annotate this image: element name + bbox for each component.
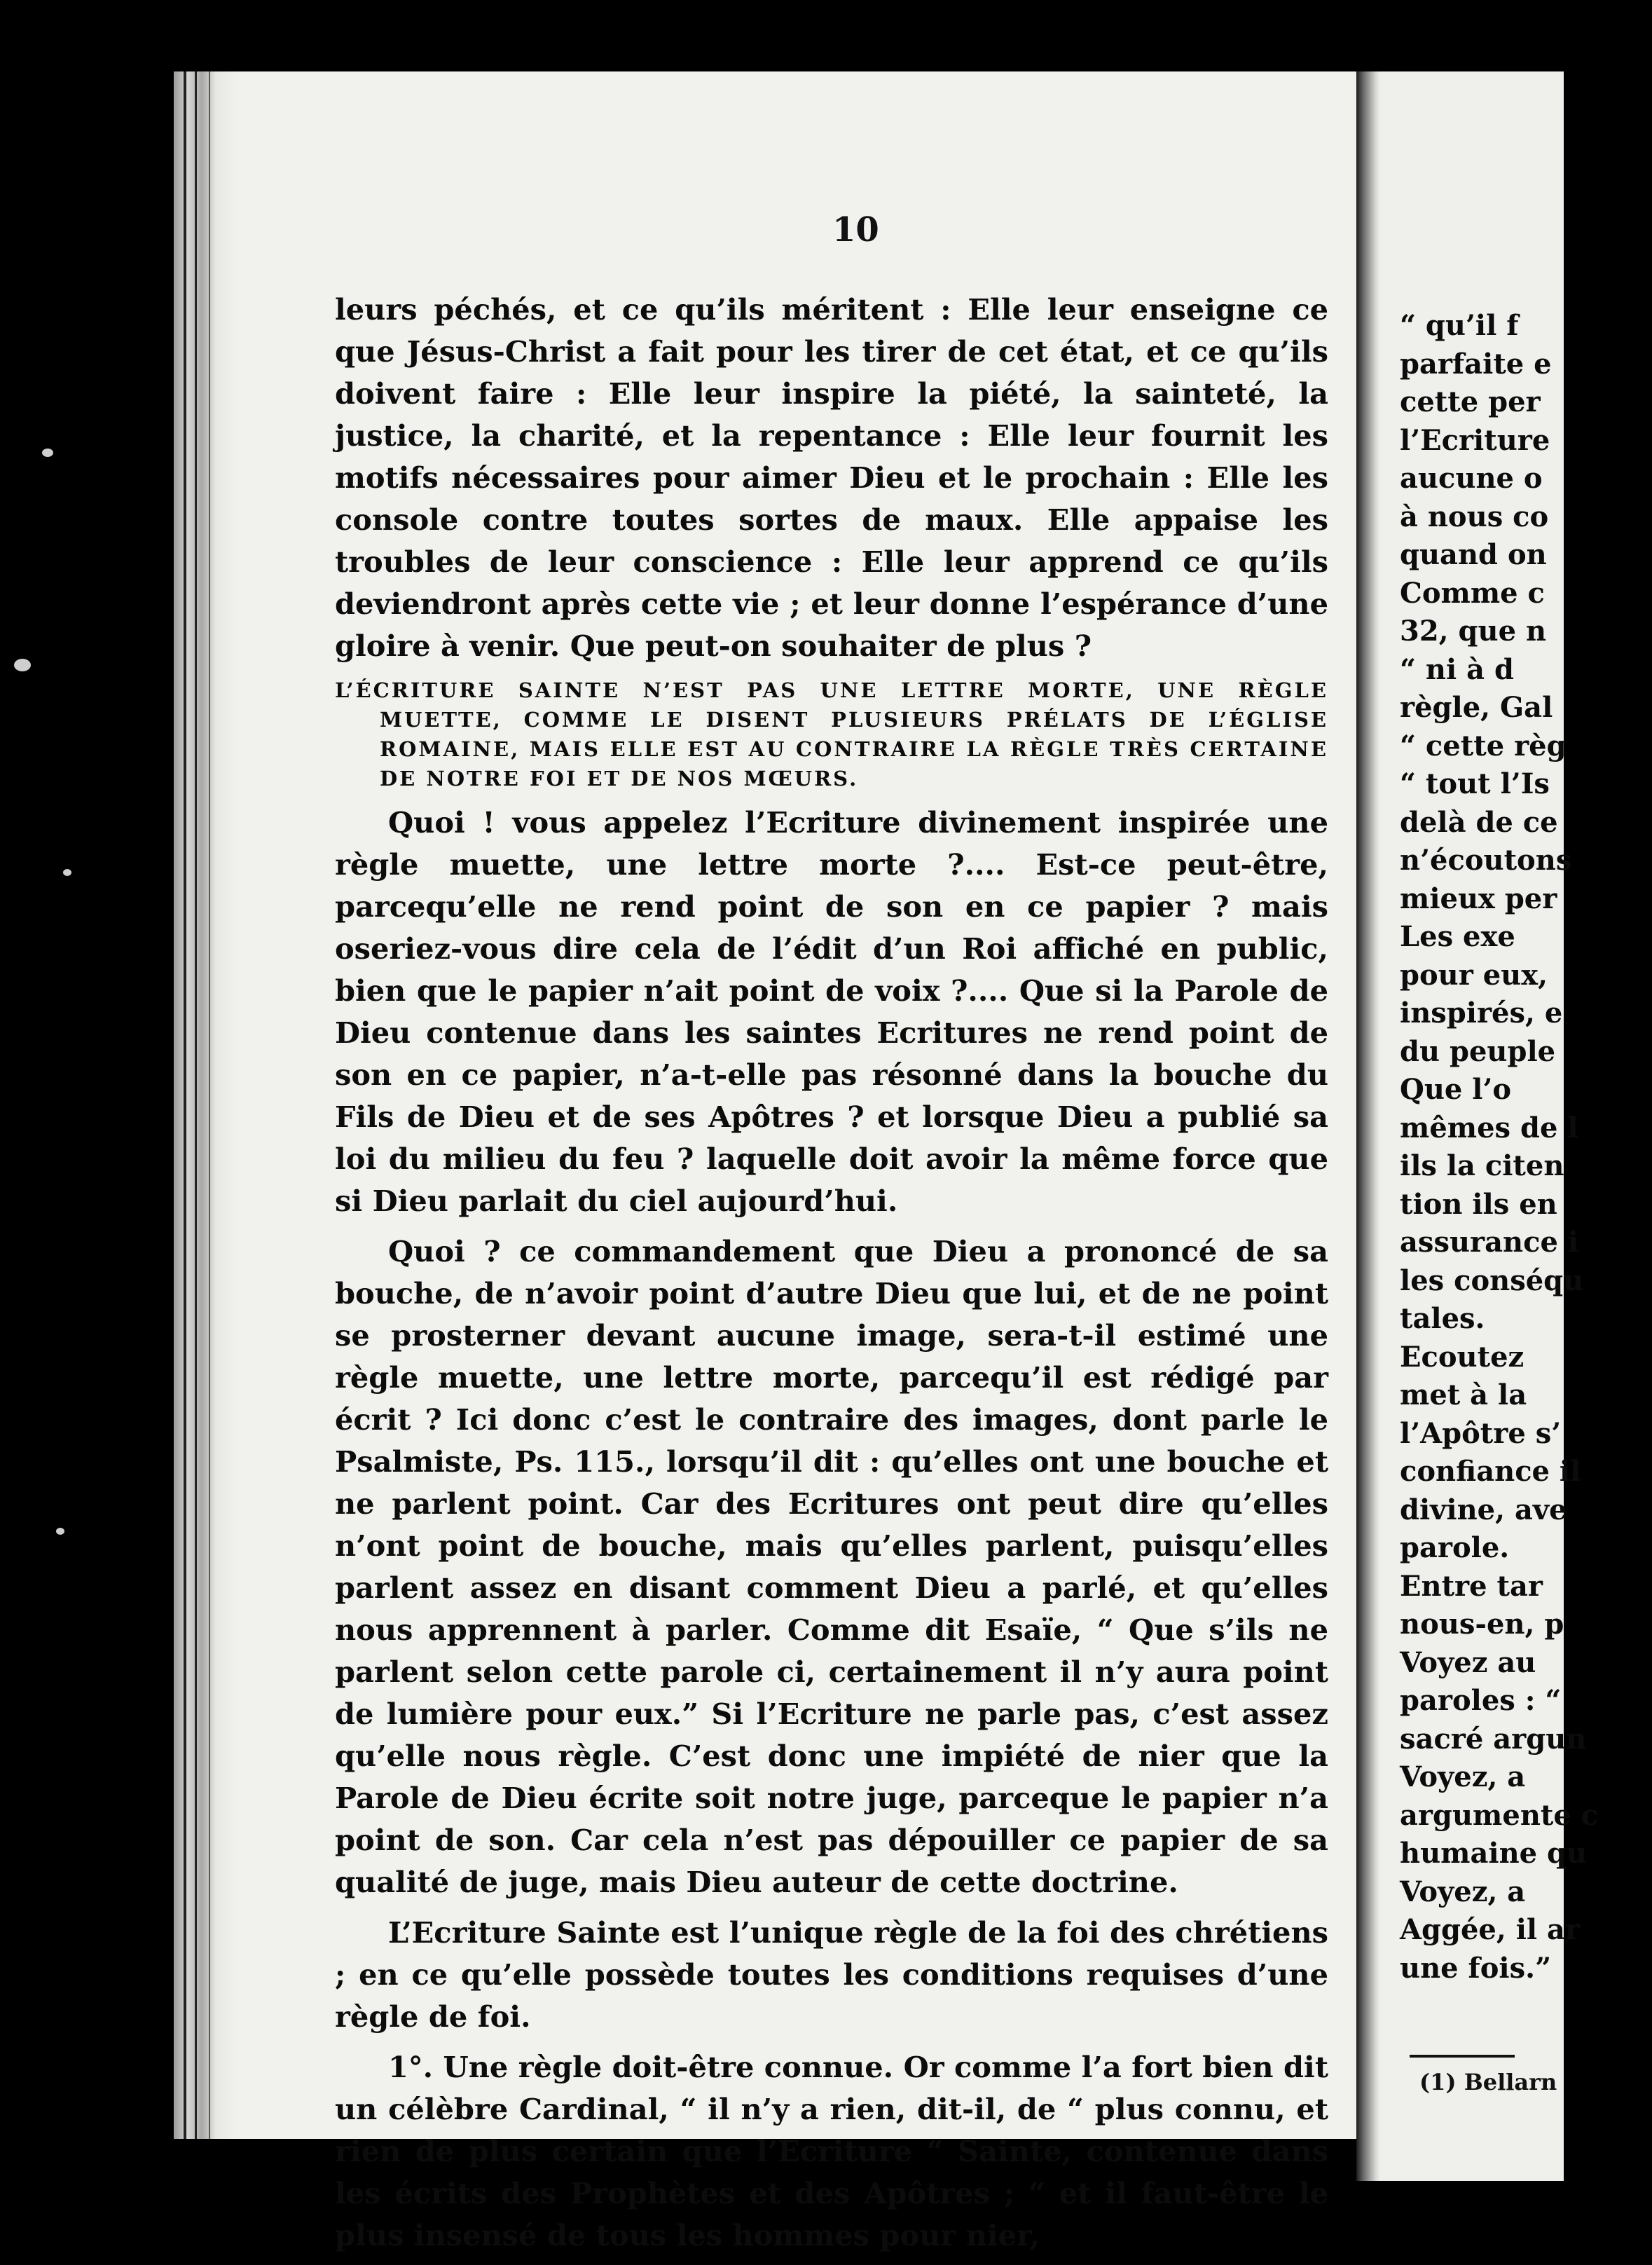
adjacent-page-line: confiance il	[1400, 1455, 1581, 1488]
adjacent-page-line: sacré argun	[1400, 1722, 1587, 1756]
adjacent-page-line: met à la	[1400, 1378, 1527, 1411]
adjacent-page-line: Voyez au	[1400, 1645, 1536, 1679]
binding-line	[184, 71, 186, 2139]
page-number: 10	[832, 210, 879, 249]
scan-speck	[63, 869, 71, 876]
adjacent-page-line: Ecoutez	[1400, 1340, 1524, 1374]
adjacent-page-line: “ cette règ	[1400, 729, 1567, 762]
binding-line	[209, 71, 210, 2139]
adjacent-page-line: paroles : “	[1400, 1684, 1562, 1717]
adjacent-page-line: du peuple	[1400, 1034, 1556, 1068]
adjacent-page-line: Que l’o	[1400, 1073, 1512, 1106]
adjacent-page-line: Entre tar	[1400, 1569, 1543, 1603]
adjacent-page-line: ils la citen	[1400, 1149, 1564, 1182]
adjacent-page-line: parfaite e	[1400, 347, 1552, 381]
adjacent-page-line: aucune o	[1400, 462, 1543, 495]
adjacent-page-line: “ tout l’Is	[1400, 767, 1550, 800]
scan-speck	[42, 449, 53, 457]
adjacent-page-line: une fois.”	[1400, 1951, 1552, 1985]
adjacent-page-line: l’Ecriture	[1400, 423, 1550, 457]
footnote: (1) Bellarn	[1419, 2069, 1557, 2095]
adjacent-page-line: parole.	[1400, 1531, 1510, 1564]
adjacent-page-line: cette per	[1400, 385, 1541, 418]
footnote-rule	[1410, 2055, 1515, 2058]
paragraph: Quoi ? ce commandement que Dieu a prononcé de sa bouche, de n’avoir point d’autre Dieu que lui, et de ne point se prosterner devant aucune image, sera-t-il estimé une règle muette, une lettre morte, parcequ’il est rédigé par écrit ? Ici donc c’est le contraire des images, dont parle le Psalmiste, Ps. 115., lorsqu’il dit : qu’elles ont une bouche et ne parlent point. Car des Ecritures ont peut dire qu’elles n’ont point de bouche, mais qu’elles parlent, puisqu’elles parlent assez en disant comment Dieu a parlé, et qu’elles nous apprennent à parler. Comme dit Esaïe, “ Que s’ils ne parlent selon cette parole ci, certainement il n’y aura point de lumière pour eux.” Si l’Ecriture ne parle pas, c’est assez qu’elle nous règle. C’est donc une impiété de nier que la Parole de Dieu écrite soit notre juge, parceque le papier n’a point de son. Car cela n’est pas dépouiller ce papier de sa qualité de juge, mais Dieu auteur de cette doctrine.	[335, 1234, 1328, 1899]
scan-speck	[56, 1528, 64, 1535]
adjacent-page-line: humaine qu	[1400, 1837, 1588, 1870]
adjacent-page-line: nous-en, p	[1400, 1608, 1564, 1641]
adjacent-page-line: les conséqu	[1400, 1264, 1584, 1297]
adjacent-page-line: tales.	[1400, 1302, 1485, 1335]
paragraph: Quoi ! vous appelez l’Ecriture divinement inspirée une règle muette, une lettre morte ?.... Est-ce peut-être, parcequ’elle ne rend point de son en ce papier ? mais oseriez-vous dire cela de l’édit d’un Roi affiché en public, bien que le papier n’ait point de voix ?.... Que si la Parole de Dieu contenue dans les saintes Ecritures ne rend point de son en ce papier, n’a-t-elle pas résonné dans la bouche du Fils de Dieu et de ses Apôtres ? et lorsque Dieu a publié sa loi du milieu du feu ? laquelle doit avoir la même force que si Dieu parlait du ciel aujourd’hui.	[335, 805, 1328, 1218]
adjacent-page-line: règle, Gal	[1400, 691, 1553, 724]
paragraph: L’Ecriture Sainte est l’unique règle de la foi des chrétiens ; en ce qu’elle possède toutes les conditions requises d’une règle de foi.	[335, 1915, 1328, 2034]
adjacent-page-line: Aggée, il ar	[1400, 1913, 1581, 1946]
page-edge	[1356, 71, 1380, 2181]
adjacent-page-line: Voyez, a	[1400, 1875, 1526, 1908]
adjacent-page-line: quand on	[1400, 538, 1547, 571]
adjacent-page-line: à nous co	[1400, 500, 1549, 533]
paragraph: leurs péchés, et ce qu’ils méritent : Elle leur enseigne ce que Jésus-Christ a fait pour les tirer de cet état, et ce qu’ils doivent faire : Elle leur inspire la piété, la sainteté, la justice, la charité, et la repentance : Elle leur fournit les motifs nécessaires pour aimer Dieu et le prochain : Elle les console contre toutes sortes de maux. Elle appaise les troubles de leur conscience : Elle leur apprend ce qu’ils deviendront après cette vie ; et leur donne l’espérance d’une gloire à venir. Que peut-on souhaiter de plus ?	[335, 292, 1328, 663]
adjacent-page-line: inspirés, e	[1400, 997, 1563, 1029]
adjacent-page-line: “ qu’il f	[1400, 309, 1519, 342]
adjacent-page-line: divine, ave	[1400, 1493, 1567, 1526]
adjacent-page-line: “ ni à d	[1400, 652, 1514, 686]
adjacent-page	[1356, 71, 1599, 2181]
adjacent-page-line: Voyez, a	[1400, 1760, 1526, 1793]
adjacent-page-line: l’Apôtre s’	[1400, 1416, 1562, 1450]
section-heading: L’ÉCRITURE SAINTE N’EST PAS UNE LETTRE MORTE, UNE RÈGLE MUETTE, COMME LE DISENT PLUSIEURS PRÉLATS DE L’ÉGLISE ROMAINE, MAIS ELLE EST AU CONTRAIRE LA RÈGLE TRÈS CERTAINE DE NOTRE FOI ET DE NOS MŒURS.	[335, 678, 1328, 791]
scan-speck	[14, 659, 31, 671]
adjacent-page-lines	[1400, 307, 1652, 1987]
adjacent-page-line: n’écoutons	[1400, 844, 1572, 877]
adjacent-page-line: Les exe	[1400, 920, 1515, 953]
adjacent-page-line: pour eux,	[1400, 958, 1548, 992]
adjacent-page-line: tion ils en	[1400, 1187, 1557, 1221]
page-body	[335, 289, 1328, 2265]
adjacent-page-line: Comme c	[1400, 576, 1545, 610]
adjacent-page-line: assurance i	[1400, 1226, 1579, 1259]
adjacent-page-line: argumente c	[1400, 1798, 1599, 1832]
adjacent-page-line: mêmes de l	[1400, 1111, 1578, 1144]
book-page	[174, 71, 1387, 2252]
binding-line	[195, 71, 197, 2139]
adjacent-page-line: delà de ce	[1400, 805, 1558, 839]
paragraph: 1°. Une règle doit-être connue. Or comme l’a fort bien dit un célèbre Cardinal, “ il n’y a rien, dit-il, de “ plus connu, et rien de plus certain que l’Ecriture “ Sainte, contenue dans les écrits des Prophètes et des Apôtres ; “ et il faut-être le plus insensé de tous les hommes pour nier,	[335, 2050, 1328, 2252]
adjacent-page-line: 32, que n	[1400, 615, 1547, 648]
adjacent-page-line: mieux per	[1400, 882, 1557, 915]
